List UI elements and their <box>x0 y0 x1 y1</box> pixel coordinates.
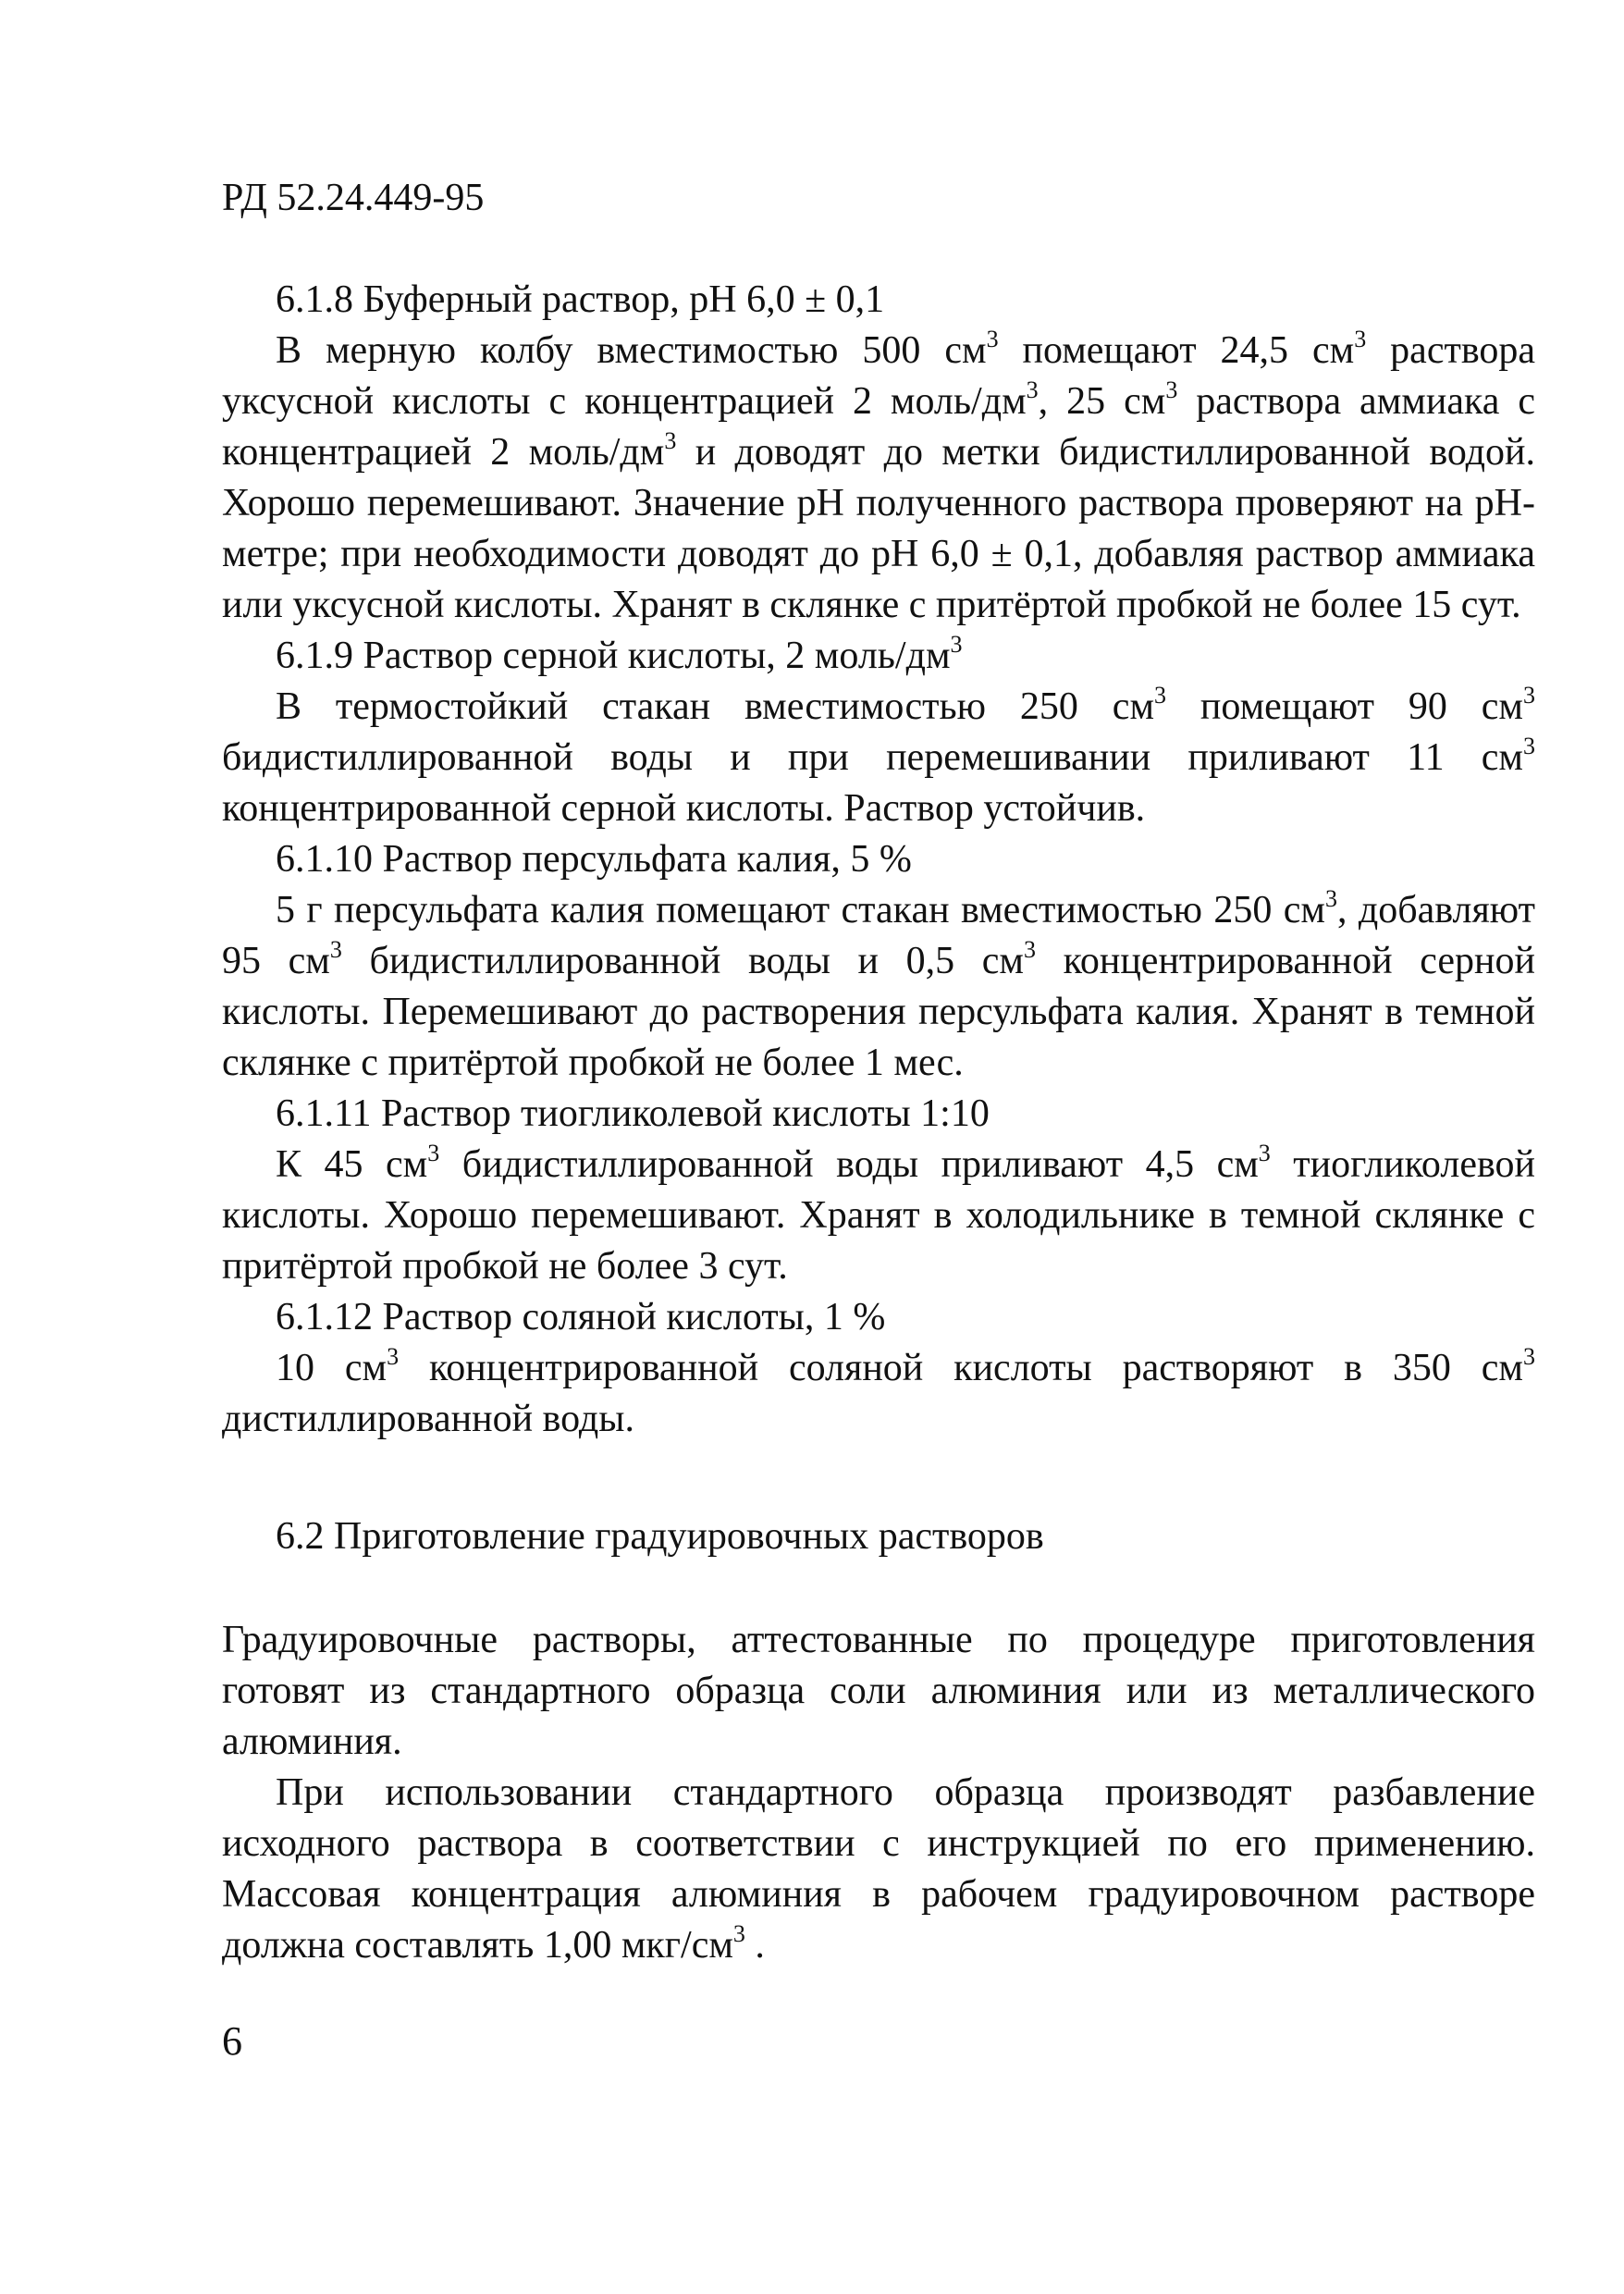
section-6-2-heading: 6.2 Приготовление градуировочных растворов <box>276 1515 1044 1558</box>
section-6-1-11-heading: 6.1.11 Раствор тиогликолевой кислоты 1:10 <box>276 1092 990 1135</box>
section-6-2-paragraph-1: Градуировочные растворы, аттестованные по процедуре приготовления готовят из стандартного образца соли алюминия или из металлического алюминия. <box>222 1619 1535 1763</box>
section-6-2-heading-block <box>222 1511 1535 1562</box>
section-6-1-8-heading: 6.1.8 Буферный раствор, pH 6,0 ± 0,1 <box>276 278 885 321</box>
document-header: РД 52.24.449-95 <box>222 177 485 219</box>
section-6-1-8-body: В мерную колбу вместимостью 500 $см^3$ помещают 24,5 $см^3$ раствора уксусной кислоты с концентрацией 2 моль/$дм^3$, 25 $см^3$ раствора аммиака с концентрацией 2 моль/$дм^3$ и доводят до метки бидистиллированной водой. Хорошо перемешивают. Значение pH полученного раствора проверяют на pH-метре; при необходимости доводят до pH 6,0 ± 0,1, добавляя раствор аммиака или уксусной кислоты. Хранят в склянке с притёртой пробкой не более 15 сут. <box>222 326 1536 626</box>
section-6-1-12-body: 10 $см^3$ концентрированной соляной кислоты растворяют в 350 $см^3$ дистиллированной воды. <box>222 1343 1535 1440</box>
section-6-1-10-heading: 6.1.10 Раствор персульфата калия, 5 % <box>276 838 912 881</box>
reagents-section <box>222 275 1535 1445</box>
section-6-1-10-body: 5 г персульфата калия помещают стакан вместимостью 250 $см^3$, добавляют 95 $см^3$ бидистиллированной воды и 0,5 $см^3$ концентрированной серной кислоты. Перемешивают до растворения персульфата калия. Хранят в темной склянке с притёртой пробкой не более 1 мес. <box>222 885 1535 1084</box>
section-6-1-11-body: К 45 $см^3$ бидистиллированной воды приливают 4,5 $см^3$ тиогликолевой кислоты. Хорошо перемешивают. Хранят в холодильнике в темной склянке с притёртой пробкой не более 3 сут. <box>222 1140 1535 1288</box>
section-6-1-9-body: В термостойкий стакан вместимостью 250 $см^3$ помещают 90 $см^3$ бидистиллированной воды и при перемешивании приливают 11 $см^3$ концентрированной серной кислоты. Раствор устойчив. <box>222 682 1535 830</box>
section-6-1-12-heading: 6.1.12 Раствор соляной кислоты, 1 % <box>276 1296 886 1338</box>
section-6-2-paragraph-2: При использовании стандартного образца производят разбавление исходного раствора в соответствии с инструкцией по его применению. Массовая концентрация алюминия в рабочем градуировочном растворе должна составлять 1,00 мкг/$см^3$ . <box>222 1771 1535 1967</box>
section-6-1-9-heading: 6.1.9 Раствор серной кислоты, 2 моль/$дм^3$ <box>276 631 963 677</box>
page-number: 6 <box>222 2018 242 2064</box>
section-6-2-body <box>222 1615 1535 1971</box>
